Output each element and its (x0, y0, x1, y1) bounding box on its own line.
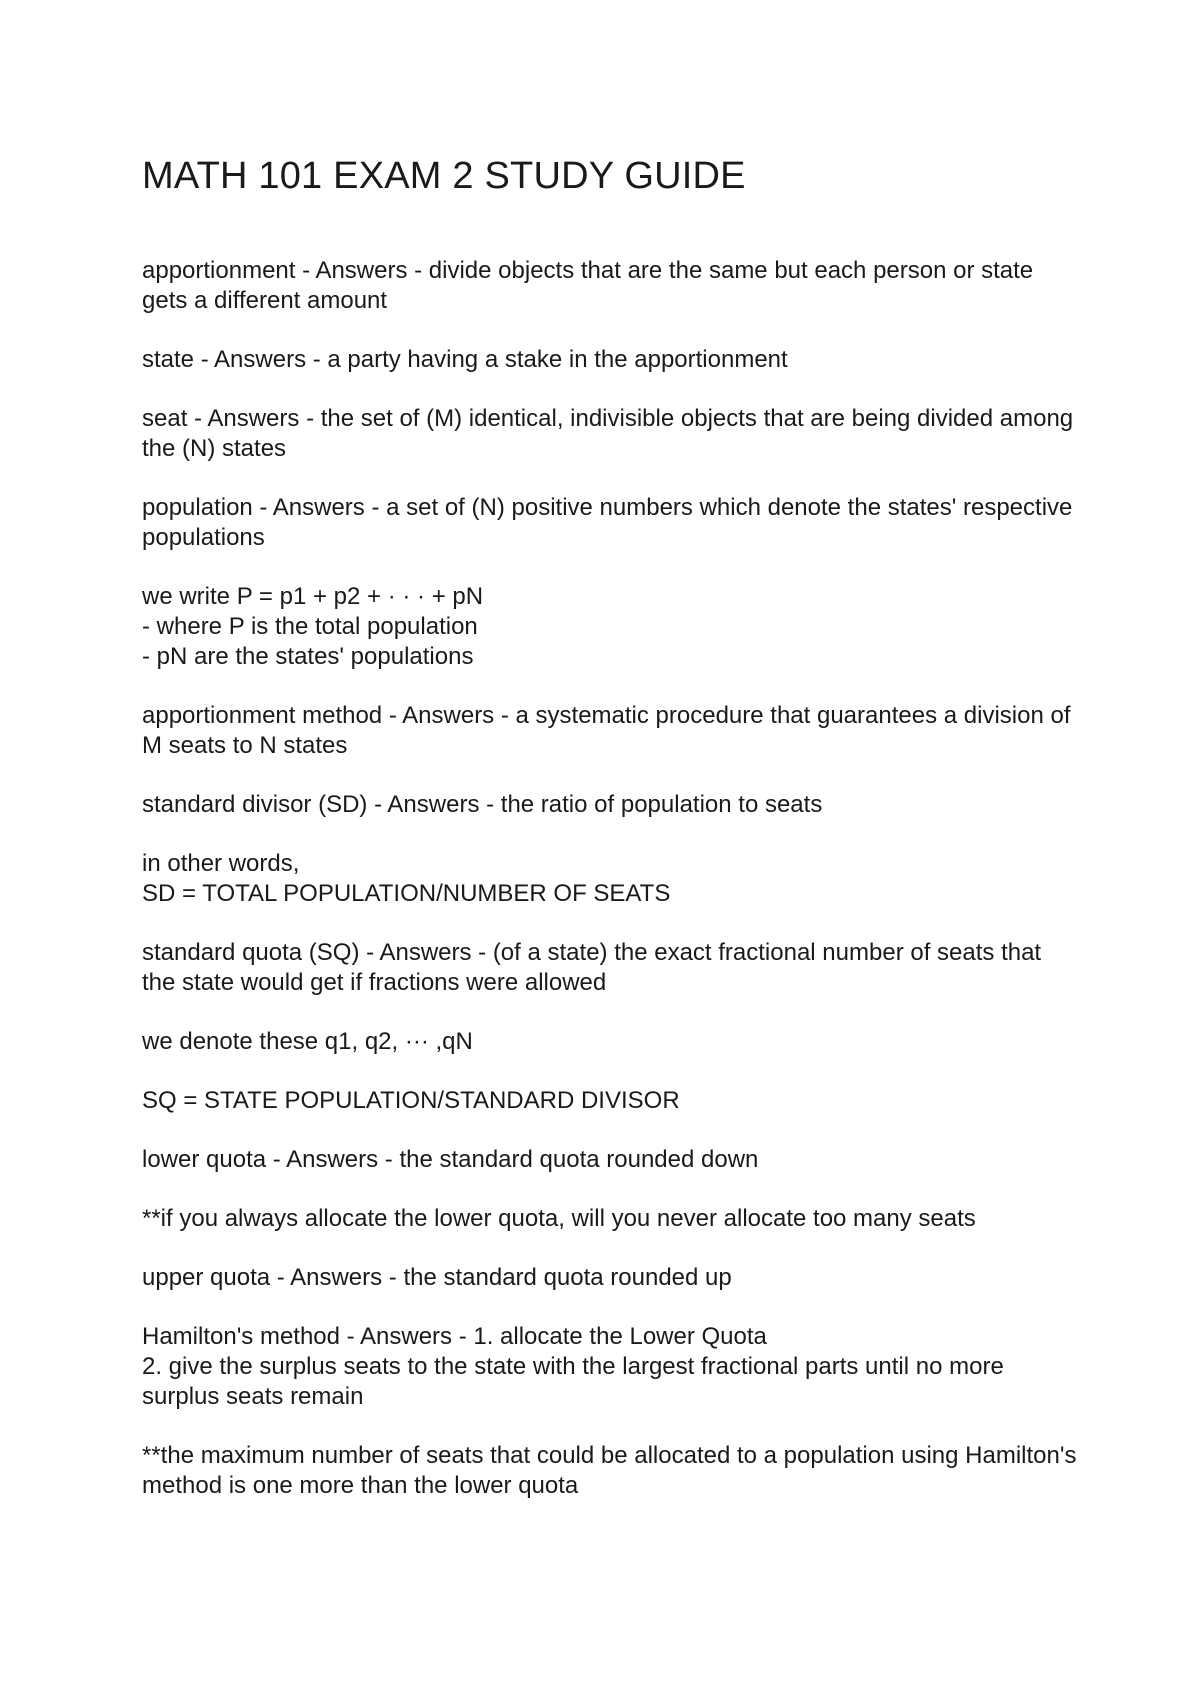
study-guide-entry (142, 345, 1080, 375)
study-guide-entry (142, 1322, 1080, 1412)
entry-line: 2. give the surplus seats to the state with the largest fractional parts until no more (142, 1353, 1004, 1380)
study-guide-entries (142, 256, 1080, 1501)
entry-line: M seats to N states (142, 732, 348, 759)
study-guide-entry (142, 1204, 1080, 1234)
entry-line: **if you always allocate the lower quota, will you never allocate too many seats (142, 1205, 976, 1232)
entry-line: the (N) states (142, 435, 287, 462)
study-guide-entry (142, 1441, 1080, 1501)
study-guide-entry (142, 256, 1080, 316)
study-guide-entry (142, 1263, 1080, 1293)
entry-line: surplus seats remain (142, 1383, 364, 1410)
entry-line: upper quota - Answers - the standard quota rounded up (142, 1264, 732, 1291)
entry-line: we write P = p1 + p2 + · · · + pN (142, 583, 484, 610)
entry-line: gets a different amount (142, 287, 388, 314)
study-guide-entry (142, 1086, 1080, 1116)
entry-line: lower quota - Answers - the standard quota rounded down (142, 1146, 759, 1173)
entry-line: - pN are the states' populations (142, 643, 474, 670)
entry-line: apportionment method - Answers - a systematic procedure that guarantees a division of (142, 702, 1071, 729)
entry-line: state - Answers - a party having a stake in the apportionment (142, 346, 788, 373)
study-guide-entry (142, 1145, 1080, 1175)
study-guide-entry (142, 582, 1080, 672)
entry-line: SQ = STATE POPULATION/STANDARD DIVISOR (142, 1087, 680, 1114)
entry-line: **the maximum number of seats that could be allocated to a population using Hamilton's (142, 1442, 1077, 1469)
study-guide-entry (142, 938, 1080, 998)
entry-line: method is one more than the lower quota (142, 1472, 579, 1499)
document-title: MATH 101 EXAM 2 STUDY GUIDE (142, 155, 746, 197)
study-guide-entry (142, 790, 1080, 820)
entry-line: Hamilton's method - Answers - 1. allocate the Lower Quota (142, 1323, 767, 1350)
entry-line: seat - Answers - the set of (M) identical, indivisible objects that are being divided among (142, 405, 1074, 432)
study-guide-entry (142, 404, 1080, 464)
study-guide-entry (142, 849, 1080, 909)
entry-line: in other words, (142, 850, 300, 877)
entry-line: SD = TOTAL POPULATION/NUMBER OF SEATS (142, 880, 671, 907)
entry-line: the state would get if fractions were allowed (142, 969, 607, 996)
entry-line: standard quota (SQ) - Answers - (of a state) the exact fractional number of seats that (142, 939, 1042, 966)
entry-line: standard divisor (SD) - Answers - the ratio of population to seats (142, 791, 823, 818)
entry-line: apportionment - Answers - divide objects that are the same but each person or state (142, 257, 1034, 284)
entry-line: populations (142, 524, 265, 551)
study-guide-entry (142, 701, 1080, 761)
entry-line: we denote these q1, q2, ··· ,qN (142, 1028, 473, 1055)
study-guide-entry (142, 493, 1080, 553)
entry-line: - where P is the total population (142, 613, 478, 640)
entry-line: population - Answers - a set of (N) positive numbers which denote the states' respective (142, 494, 1073, 521)
study-guide-entry (142, 1027, 1080, 1057)
